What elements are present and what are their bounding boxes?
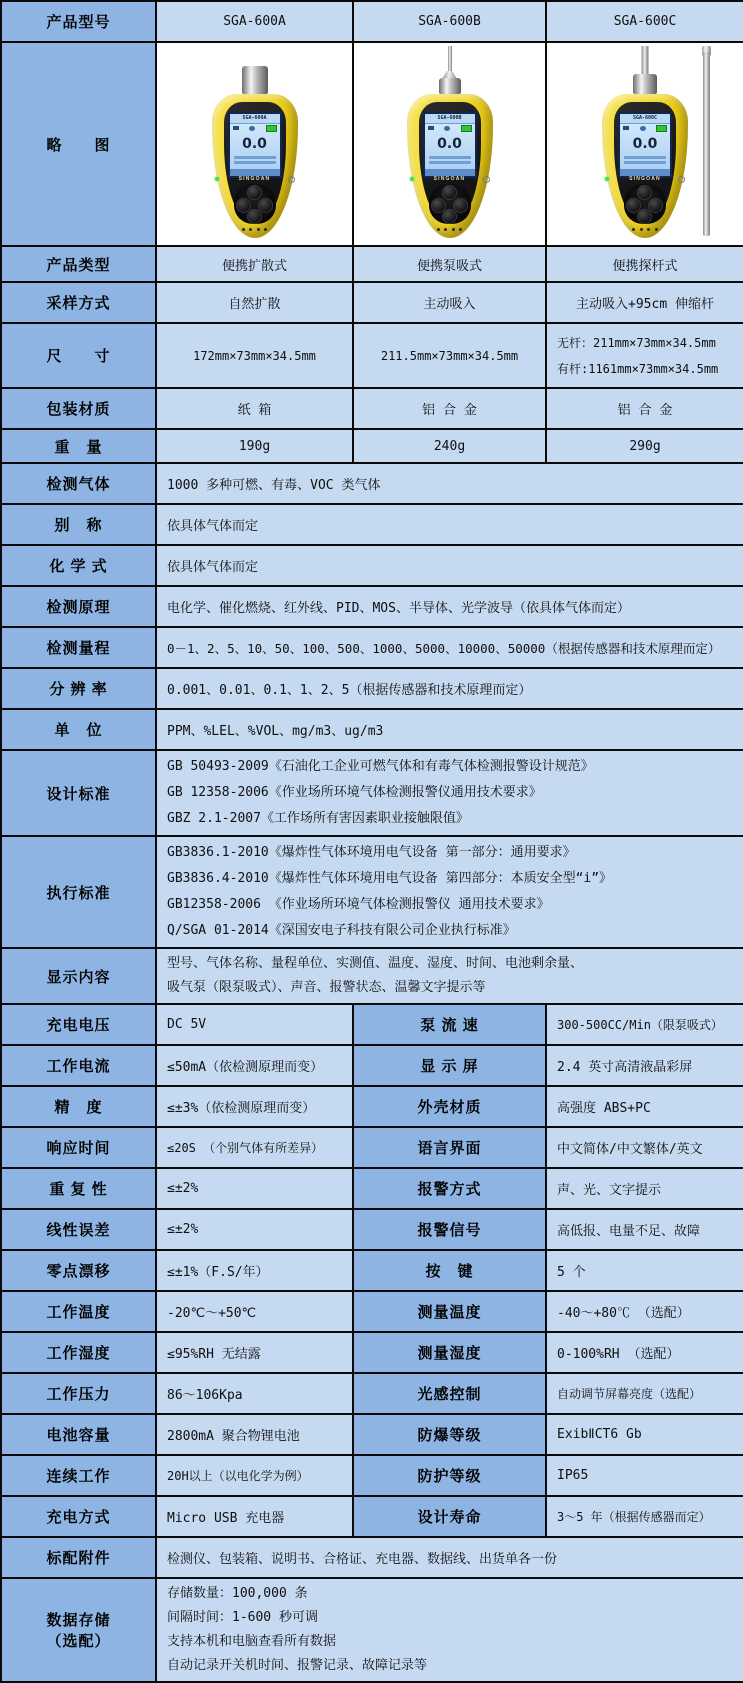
row-working-temp-measure-temp [1,1291,743,1332]
row-resolution [1,668,743,709]
keypad [234,184,276,224]
label-keys: 按 键 [353,1250,546,1291]
model-name-b: SGA-600B [353,1,546,42]
value-shell-material: 高强度 ABS+PC [546,1086,743,1127]
lcd-reading: 0.0 [242,136,267,152]
lcd-info-lines [425,156,475,169]
value-design-standard [156,750,743,836]
product-image-c [546,42,743,246]
row-working-pressure-light-control [1,1373,743,1414]
speaker-icon [428,126,434,130]
value-alias: 依具体气体而定 [156,504,743,545]
speaker-icon [623,126,629,130]
lcd-reading: 0.0 [632,136,658,152]
execution-standard-line: GB3836.4-2010《爆炸性气体环境用电气设备 第四部分：本质安全型“i”》 [167,871,613,886]
power-icon [288,176,295,183]
label-working-humidity: 工作湿度 [1,1332,156,1373]
data-storage-line: 存储数量：100,000 条 [167,1586,308,1601]
battery-icon [461,125,472,132]
label-accessories: 标配附件 [1,1537,156,1578]
header-row [1,1,743,42]
row-response-time-language [1,1127,743,1168]
design-standard-line: GB 12358-2006《作业场所环境气体检测报警仪通用技术要求》 [167,785,542,800]
row-chemical-formula [1,545,743,586]
display-content-line: 吸气泵（限泵吸式）、声音、报警状态、温馨文字提示等 [167,980,486,995]
value-accessories: 检测仪、包装箱、说明书、合格证、充电器、数据线、出货单各一份 [156,1537,743,1578]
brand-logo: SINGOAN [238,176,271,182]
lcd-time-bar [230,169,280,176]
value-alarm-mode: 声、光、文字提示 [546,1168,743,1209]
label-detection-principle: 检测原理 [1,586,156,627]
lcd-status-icons [425,124,475,132]
row-working-humidity-measure-humidity [1,1332,743,1373]
lcd-info-lines [620,156,670,169]
label-size: 尺 寸 [1,323,156,388]
row-repeatability-alarm-mode [1,1168,743,1209]
label-working-current: 工作电流 [1,1045,156,1086]
label-measure-humidity: 测量湿度 [353,1332,546,1373]
row-sampling [1,282,743,323]
label-protection-grade: 防护等级 [353,1455,546,1496]
value-weight-c: 290g [546,429,743,463]
size-c-line2: 有杆:1161mm×73mm×34.5mm [557,361,719,376]
label-product-type: 产品类型 [1,246,156,282]
value-linearity-error: ≤±2% [156,1209,353,1250]
speaker-holes [437,228,463,232]
data-storage-label-line1: 数据存储 [46,1612,111,1629]
probe-stem [642,46,649,74]
row-data-storage [1,1578,743,1682]
label-shell-material: 外壳材质 [353,1086,546,1127]
value-gas-detected: 1000 多种可燃、有毒、VOC 类气体 [156,463,743,504]
value-product-type-c: 便携探杆式 [546,246,743,282]
model-name-a: SGA-600A [156,1,353,42]
execution-standard-line: GB12358-2006 《作业场所环境气体检测报警仪 通用技术要求》 [167,897,550,912]
keypad-button [637,209,652,224]
value-detection-range: 0－1、2、5、10、50、100、500、1000、5000、10000、50000（根据传感器和技术原理而定） [156,627,743,668]
speaker-holes [632,228,658,232]
power-icon [678,176,685,183]
value-design-life: 3～5 年（根据传感器而定） [546,1496,743,1537]
design-standard-line: GB 50493-2009《石油化工企业可燃气体和有毒气体检测报警设计规范》 [167,759,594,774]
fan-icon [444,126,450,131]
device-illustration-c [570,46,720,242]
label-repeatability: 重 复 性 [1,1168,156,1209]
label-execution-standard: 执行标准 [1,836,156,948]
row-gas-detected [1,463,743,504]
label-measure-temp: 测量温度 [353,1291,546,1332]
value-product-type-b: 便携泵吸式 [353,246,546,282]
label-accuracy: 精 度 [1,1086,156,1127]
fan-icon [640,126,646,131]
value-alarm-signal: 高低报、电量不足、故障 [546,1209,743,1250]
row-battery-explosion-proof [1,1414,743,1455]
value-size-a: 172mm×73mm×34.5mm [156,323,353,388]
sensor-cap [242,66,268,94]
row-charge-method-design-life [1,1496,743,1537]
lcd-screen [228,112,282,178]
device-illustration-b [375,46,525,242]
row-linearity-alarm-signal [1,1209,743,1250]
value-zero-drift: ≤±1%（F.S/年） [156,1250,353,1291]
value-sampling-a: 自然扩散 [156,282,353,323]
fan-icon [249,126,255,131]
value-data-storage [156,1578,743,1682]
row-working-current-display-screen [1,1045,743,1086]
label-weight: 重 量 [1,429,156,463]
value-accuracy: ≤±3%（依检测原理而变） [156,1086,353,1127]
lcd-info-lines [230,156,280,169]
lcd-time-bar [620,169,670,176]
label-detection-range: 检测量程 [1,627,156,668]
label-sketch: 略 图 [1,42,156,246]
label-product-model: 产品型号 [1,1,156,42]
row-zero-drift-keys [1,1250,743,1291]
row-detection-range [1,627,743,668]
product-image-b [353,42,546,246]
value-display-screen: 2.4 英寸高清液晶彩屏 [546,1045,743,1086]
value-unit: PPM、%LEL、%VOL、mg/m3、ug/m3 [156,709,743,750]
label-gas-detected: 检测气体 [1,463,156,504]
value-product-type-a: 便携扩散式 [156,246,353,282]
value-measure-humidity: 0-100%RH （选配） [546,1332,743,1373]
lcd-title: SGA-600C [620,114,670,124]
label-explosion-proof: 防爆等级 [353,1414,546,1455]
value-packaging-b: 铝 合 金 [353,388,546,429]
label-data-storage [1,1578,156,1682]
sensor-cap [633,74,657,94]
execution-standard-line: Q/SGA 01-2014《深国安电子科技有限公司企业执行标准》 [167,923,516,938]
label-working-pressure: 工作压力 [1,1373,156,1414]
row-unit [1,709,743,750]
label-continuous-work: 连续工作 [1,1455,156,1496]
value-explosion-proof: ExibⅡCT6 Gb [546,1414,743,1455]
value-packaging-c: 铝 合 金 [546,388,743,429]
probe-stem [448,46,452,74]
row-continuous-work-protection [1,1455,743,1496]
power-icon [483,176,490,183]
device-illustration-a [180,46,330,242]
row-display-content [1,948,743,1004]
value-continuous-work: 20H以上（以电化学为例） [156,1455,353,1496]
value-language: 中文简体/中文繁体/英文 [546,1127,743,1168]
keypad-button [637,185,652,200]
value-resolution: 0.001、0.01、0.1、1、2、5（根据传感器和技术原理而定） [156,668,743,709]
keypad-button [442,185,457,200]
value-measure-temp: -40～+80℃ （选配） [546,1291,743,1332]
data-storage-line: 间隔时间：1-600 秒可调 [167,1610,318,1625]
brand-logo: SINGOAN [433,176,466,182]
lcd-status-icons [230,124,280,132]
row-detection-principle [1,586,743,627]
lcd-title: SGA-600A [230,114,280,124]
value-weight-a: 190g [156,429,353,463]
speaker-icon [233,126,239,130]
value-charge-method: Micro USB 充电器 [156,1496,353,1537]
label-display-screen: 显 示 屏 [353,1045,546,1086]
execution-standard-line: GB3836.1-2010《爆炸性气体环境用电气设备 第一部分：通用要求》 [167,845,576,860]
label-packaging: 包装材质 [1,388,156,429]
label-response-time: 响应时间 [1,1127,156,1168]
lcd-screen [423,112,477,178]
product-image-a [156,42,353,246]
value-size-b: 211.5mm×73mm×34.5mm [353,323,546,388]
keypad-button [247,209,262,224]
row-design-standard [1,750,743,836]
data-storage-line: 支持本机和电脑查看所有数据 [167,1634,337,1649]
battery-icon [656,125,667,132]
row-accessories [1,1537,743,1578]
value-charge-voltage: DC 5V [156,1004,353,1045]
brand-logo: SINGOAN [629,176,661,182]
sketch-row [1,42,743,246]
value-keys: 5 个 [546,1250,743,1291]
value-response-time: ≤20S （个别气体有所差异） [156,1127,353,1168]
data-storage-label-line2: （选配） [46,1633,111,1650]
label-design-life: 设计寿命 [353,1496,546,1537]
data-storage-line: 自动记录开关机时间、报警记录、故障记录等 [167,1658,428,1673]
value-working-current: ≤50mA（依检测原理而变） [156,1045,353,1086]
lcd-reading: 0.0 [437,136,462,152]
value-sampling-b: 主动吸入 [353,282,546,323]
value-working-temp: -20℃～+50℃ [156,1291,353,1332]
label-charge-method: 充电方式 [1,1496,156,1537]
label-light-control: 光感控制 [353,1373,546,1414]
keypad-button [247,185,262,200]
value-size-c [546,323,743,388]
keypad-button [442,209,457,224]
model-name-c: SGA-600C [546,1,743,42]
label-charge-voltage: 充电电压 [1,1004,156,1045]
value-detection-principle: 电化学、催化燃烧、红外线、PID、MOS、半导体、光学波导（依具体气体而定） [156,586,743,627]
label-alias: 别 称 [1,504,156,545]
label-language: 语言界面 [353,1127,546,1168]
row-accuracy-shell-material [1,1086,743,1127]
label-alarm-signal: 报警信号 [353,1209,546,1250]
value-light-control: 自动调节屏幕亮度（选配） [546,1373,743,1414]
lcd-status-icons [620,124,670,132]
speaker-holes [242,228,268,232]
value-chemical-formula: 依具体气体而定 [156,545,743,586]
row-product-type [1,246,743,282]
label-battery-capacity: 电池容量 [1,1414,156,1455]
row-charge-voltage-pump-flow [1,1004,743,1045]
value-sampling-c: 主动吸入+95cm 伸缩杆 [546,282,743,323]
row-weight [1,429,743,463]
lcd-screen [618,112,672,178]
label-resolution: 分 辨 率 [1,668,156,709]
size-c-line1: 无杆：211mm×73mm×34.5mm [557,335,716,350]
battery-icon [266,125,277,132]
value-battery-capacity: 2800mA 聚合物锂电池 [156,1414,353,1455]
row-execution-standard [1,836,743,948]
sensor-cap [439,78,461,94]
label-sampling: 采样方式 [1,282,156,323]
label-unit: 单 位 [1,709,156,750]
value-repeatability: ≤±2% [156,1168,353,1209]
telescopic-rod [703,52,710,236]
keypad [624,184,666,224]
lcd-time-bar [425,169,475,176]
row-alias [1,504,743,545]
value-working-humidity: ≤95%RH 无结露 [156,1332,353,1373]
row-size [1,323,743,388]
display-content-line: 型号、气体名称、量程单位、实测值、温度、湿度、时间、电池剩余量、 [167,956,584,971]
label-pump-flow: 泵 流 速 [353,1004,546,1045]
label-linearity-error: 线性误差 [1,1209,156,1250]
label-display-content: 显示内容 [1,948,156,1004]
lcd-title: SGA-600B [425,114,475,124]
label-alarm-mode: 报警方式 [353,1168,546,1209]
label-design-standard: 设计标准 [1,750,156,836]
value-execution-standard [156,836,743,948]
keypad [429,184,471,224]
value-packaging-a: 纸 箱 [156,388,353,429]
row-packaging [1,388,743,429]
label-working-temp: 工作温度 [1,1291,156,1332]
value-display-content [156,948,743,1004]
value-protection-grade: IP65 [546,1455,743,1496]
value-working-pressure: 86～106Kpa [156,1373,353,1414]
value-pump-flow: 300-500CC/Min（限泵吸式） [546,1004,743,1045]
design-standard-line: GBZ 2.1-2007《工作场所有害因素职业接触限值》 [167,811,469,826]
label-zero-drift: 零点漂移 [1,1250,156,1291]
value-weight-b: 240g [353,429,546,463]
label-chemical-formula: 化 学 式 [1,545,156,586]
